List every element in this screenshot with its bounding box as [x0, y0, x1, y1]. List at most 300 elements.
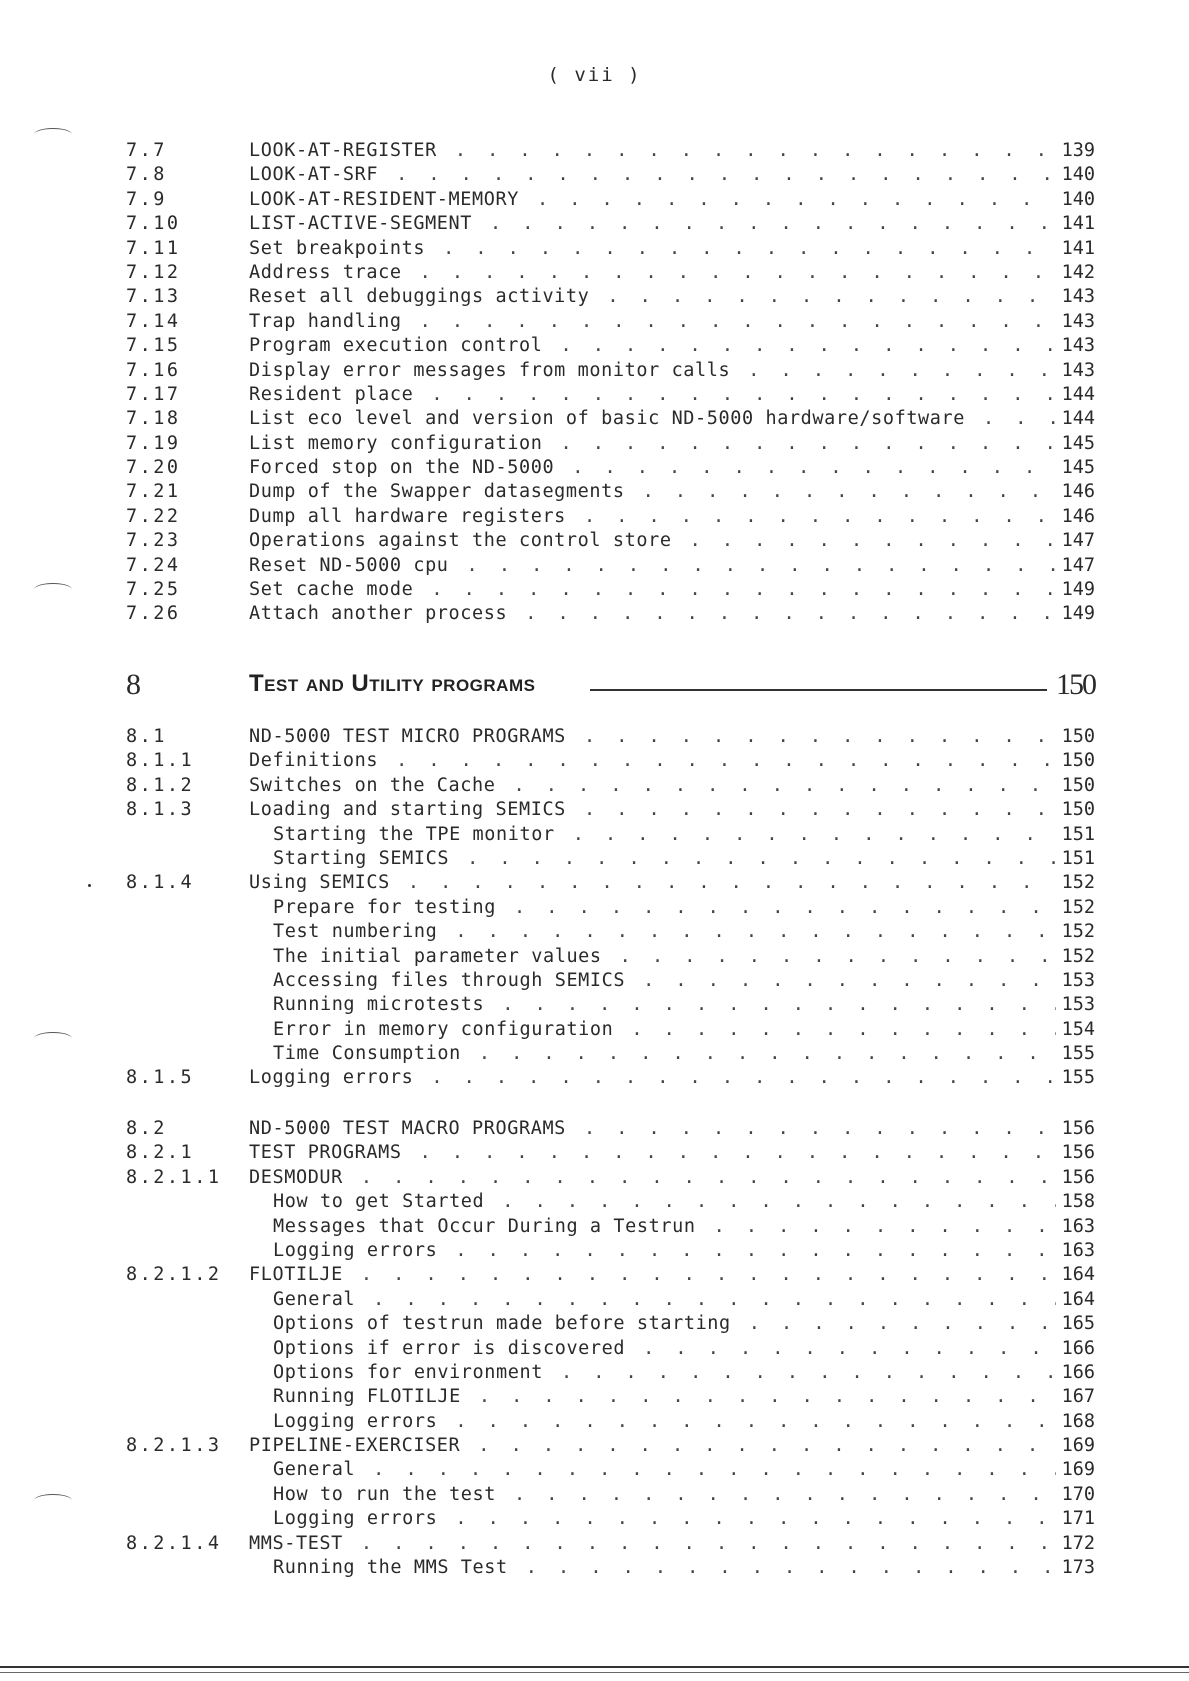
toc-entry-page: 156 — [1061, 1142, 1095, 1164]
toc-entry-page: 150 — [1061, 726, 1095, 747]
toc-entry-page: 166 — [1061, 1337, 1095, 1359]
toc-entry-title: Logging errors — [273, 1410, 438, 1432]
toc-entry-number: 8.2.1.1 — [126, 1166, 222, 1188]
toc-entry — [0, 969, 1189, 993]
dot-leader — [525, 602, 1056, 626]
toc-entry-title-cell — [273, 993, 1056, 1017]
toc-entry-number: 7.8 — [126, 164, 167, 186]
toc-entry-number: 7.16 — [126, 359, 181, 381]
toc-entry-title: Dump all hardware registers — [249, 505, 566, 527]
toc-entry — [0, 1483, 1189, 1507]
toc-entry-title: Attach another process — [249, 603, 508, 625]
dot-leader — [479, 1042, 1056, 1066]
toc-entry-title-cell — [273, 1507, 1056, 1531]
toc-entry-number: 7.26 — [126, 603, 181, 625]
toc-entry — [0, 554, 1189, 578]
toc-entry — [0, 1312, 1189, 1336]
toc-entry-title-cell — [249, 749, 1056, 773]
toc-entry-page: 150 — [1061, 750, 1095, 772]
chapter-title: Test and Utility programs — [249, 670, 536, 697]
toc-entry — [0, 1215, 1189, 1239]
toc-entry — [0, 749, 1189, 773]
toc-entry-title: Test numbering — [273, 921, 438, 943]
toc-entry-title-cell — [249, 139, 1056, 163]
toc-entry-number: 7.15 — [126, 335, 181, 357]
dot-leader — [479, 1385, 1056, 1409]
toc-entry-title-cell — [273, 1483, 1056, 1507]
toc-entry-page: 141 — [1061, 237, 1095, 259]
toc-entry-page: 167 — [1061, 1386, 1095, 1408]
dot-leader — [361, 1263, 1056, 1287]
toc-entry — [0, 1410, 1189, 1434]
toc-entry-number: 7.20 — [126, 457, 181, 479]
toc-entry-number: 7.24 — [126, 554, 181, 576]
toc-entry-title-cell — [273, 1215, 1056, 1239]
toc-entry-number: 7.25 — [126, 579, 181, 601]
toc-entry — [0, 237, 1189, 261]
toc-entry — [0, 1190, 1189, 1214]
toc-entry-page: 150 — [1061, 774, 1095, 796]
toc-entry-page: 142 — [1061, 261, 1095, 283]
toc-section-7 — [0, 139, 1189, 627]
toc-entry-page: 165 — [1061, 1313, 1095, 1335]
toc-entry-title: LOOK-AT-REGISTER — [249, 140, 437, 161]
toc-entry-title-cell — [249, 1066, 1056, 1090]
toc-entry-title-cell — [273, 896, 1056, 920]
toc-entry-title: Definitions — [249, 750, 379, 772]
toc-entry-page: 151 — [1061, 847, 1095, 869]
toc-entry-page: 171 — [1061, 1508, 1095, 1530]
toc-entry-number: 8.2.1.3 — [126, 1435, 222, 1457]
toc-entry — [0, 1042, 1189, 1066]
toc-entry-title-cell — [273, 1239, 1056, 1263]
toc-entry-number: 8.1.5 — [126, 1067, 195, 1089]
toc-entry-title-cell — [273, 1410, 1056, 1434]
toc-entry-page: 146 — [1061, 481, 1095, 503]
dot-leader — [560, 334, 1056, 358]
toc-entry-page: 155 — [1061, 1043, 1095, 1065]
toc-entry-page: 163 — [1061, 1239, 1095, 1261]
toc-entry-title: List memory configuration — [249, 432, 543, 454]
toc-entry-number: 7.14 — [126, 310, 181, 332]
dot-leader — [584, 725, 1056, 749]
toc-entry-number: 7.9 — [126, 188, 167, 210]
toc-entry-title-cell — [249, 212, 1056, 236]
toc-entry-title: General — [273, 1288, 356, 1310]
toc-entry — [0, 602, 1189, 626]
toc-entry-title-cell — [249, 383, 1056, 407]
toc-entry-page: 143 — [1061, 310, 1095, 332]
toc-entry-title-cell — [249, 1532, 1056, 1556]
toc-entry-title-cell — [249, 1141, 1056, 1165]
toc-entry — [0, 505, 1189, 529]
toc-entry-page: 147 — [1061, 554, 1095, 576]
toc-entry-page: 153 — [1061, 969, 1095, 991]
toc-entry — [0, 1458, 1189, 1482]
toc-entry-title-cell — [249, 774, 1056, 798]
toc-entry — [0, 1532, 1189, 1556]
dot-leader — [573, 823, 1056, 847]
toc-entry-page: 150 — [1061, 799, 1095, 821]
toc-entry-title: Reset ND-5000 cpu — [249, 554, 449, 576]
toc-entry-title: Messages that Occur During a Testrun — [273, 1215, 696, 1237]
toc-entry-page: 152 — [1061, 945, 1095, 967]
dot-leader — [749, 1312, 1056, 1336]
toc-entry-number: 8.2.1.4 — [126, 1532, 222, 1554]
toc-entry-title-cell — [273, 920, 1056, 944]
toc-entry-title: Accessing files through SEMICS — [273, 969, 626, 991]
toc-entry-title: LIST-ACTIVE-SEGMENT — [249, 213, 473, 235]
dot-leader — [631, 1018, 1056, 1042]
toc-entry — [0, 1434, 1189, 1458]
toc-entry-number: 8.1.3 — [126, 799, 195, 821]
toc-entry-title: Starting SEMICS — [273, 847, 450, 869]
toc-entry-number: 7.12 — [126, 261, 181, 283]
toc-entry-title: Program execution control — [249, 335, 543, 357]
dot-leader — [514, 1483, 1056, 1507]
toc-entry-title: Logging errors — [273, 1508, 438, 1530]
dot-leader — [572, 456, 1056, 480]
dot-leader — [443, 237, 1056, 261]
dot-leader — [561, 1361, 1056, 1385]
toc-entry — [0, 847, 1189, 871]
toc-entry-page: 169 — [1061, 1435, 1095, 1457]
dot-leader — [502, 1190, 1056, 1214]
toc-entry-title-cell — [249, 237, 1056, 261]
toc-entry-title: Resident place — [249, 383, 414, 405]
dot-leader — [643, 1337, 1056, 1361]
toc-entry-title-cell — [273, 1337, 1056, 1361]
dot-leader — [478, 1434, 1056, 1458]
toc-entry-title: Trap handling — [249, 310, 402, 332]
dot-leader — [514, 896, 1056, 920]
toc-entry-page: 146 — [1061, 505, 1095, 527]
toc-entry — [0, 1166, 1189, 1190]
dot-leader — [983, 407, 1056, 431]
toc-entry-title: Error in memory configuration — [273, 1018, 614, 1040]
toc-entry-title-cell — [249, 798, 1056, 822]
toc-entry-title-cell — [249, 602, 1056, 626]
toc-entry-page: 169 — [1061, 1459, 1095, 1481]
toc-entry-page: 170 — [1061, 1483, 1095, 1505]
dot-leader — [584, 798, 1056, 822]
toc-entry-title: Forced stop on the ND-5000 — [249, 457, 555, 479]
toc-entry — [0, 1361, 1189, 1385]
dot-leader — [526, 1556, 1056, 1580]
toc-entry-page: 141 — [1061, 213, 1095, 235]
dot-leader — [455, 920, 1056, 944]
dot-leader — [373, 1288, 1056, 1312]
toc-entry-page: 140 — [1061, 188, 1095, 210]
toc-entry-page: 154 — [1061, 1018, 1095, 1040]
toc-entry-number: 8.1.2 — [126, 774, 195, 796]
dot-leader — [490, 212, 1056, 236]
toc-entry-title: Switches on the Cache — [249, 774, 496, 796]
toc-entry — [0, 1263, 1189, 1287]
toc-entry-page: 139 — [1061, 140, 1095, 161]
toc-entry-title-cell — [273, 1458, 1056, 1482]
dot-leader — [361, 1532, 1056, 1556]
dot-leader — [396, 749, 1056, 773]
dot-leader — [431, 578, 1056, 602]
toc-entry-page: 144 — [1061, 383, 1095, 405]
toc-entry-title-cell — [249, 359, 1056, 383]
toc-entry — [0, 1018, 1189, 1042]
toc-entry — [0, 945, 1189, 969]
toc-entry — [0, 310, 1189, 334]
toc-entry-title-cell — [249, 529, 1056, 553]
toc-entry-title: List eco level and version of basic ND-5000 hardware/software — [249, 408, 966, 430]
toc-entry-title-cell — [249, 261, 1056, 285]
toc-entry-title-cell — [249, 334, 1056, 358]
toc-entry — [0, 823, 1189, 847]
toc-entry — [0, 383, 1189, 407]
toc-entry-page: 173 — [1061, 1557, 1095, 1579]
toc-entry-title-cell — [249, 578, 1056, 602]
toc-entry — [0, 407, 1189, 431]
toc-entry-title: Set breakpoints — [249, 237, 426, 259]
toc-entry-title: Operations against the control store — [249, 530, 672, 552]
toc-entry — [0, 920, 1189, 944]
toc-entry — [0, 578, 1189, 602]
toc-entry-page: 149 — [1061, 603, 1095, 625]
dot-leader — [502, 993, 1056, 1017]
toc-entry-number: 7.23 — [126, 530, 181, 552]
toc-entry-title-cell — [249, 554, 1056, 578]
toc-entry — [0, 1288, 1189, 1312]
toc-entry-page: 143 — [1061, 359, 1095, 381]
toc-entry — [0, 139, 1189, 163]
toc-entry-number: 7.22 — [126, 505, 181, 527]
toc-entry — [0, 456, 1189, 480]
bottom-rule-thin — [0, 1672, 1189, 1673]
dot-leader — [467, 847, 1056, 871]
toc-entry-title-cell — [249, 505, 1056, 529]
toc-entry-title: Reset all debuggings activity — [249, 286, 590, 308]
dot-leader — [514, 774, 1057, 798]
toc-entry-title: General — [273, 1459, 356, 1481]
toc-entry-page: 158 — [1061, 1191, 1095, 1213]
toc-entry — [0, 1385, 1189, 1409]
dot-leader — [467, 554, 1056, 578]
toc-entry-page: 163 — [1061, 1215, 1095, 1237]
toc-entry — [0, 993, 1189, 1017]
toc-entry-page: 144 — [1061, 408, 1095, 430]
toc-entry-page: 145 — [1061, 457, 1095, 479]
toc-entry — [0, 1556, 1189, 1580]
toc-entry-title: Dump of the Swapper datasegments — [249, 481, 625, 503]
chapter-page: 150 — [1056, 668, 1095, 701]
dot-leader — [420, 261, 1056, 285]
toc-entry — [0, 1507, 1189, 1531]
dot-leader — [455, 1239, 1056, 1263]
toc-entry-number: 8.1.1 — [126, 750, 195, 772]
page-number: ( vii ) — [547, 64, 642, 86]
toc-entry-title: How to run the test — [273, 1483, 497, 1505]
toc-entry-title: LOOK-AT-RESIDENT-MEMORY — [249, 188, 519, 210]
dot-leader — [408, 871, 1056, 895]
toc-entry — [0, 725, 1189, 749]
toc-entry-title: Address trace — [249, 261, 402, 283]
toc-entry-page: 155 — [1061, 1067, 1095, 1089]
toc-entry-title-cell — [249, 871, 1056, 895]
dot-leader — [690, 529, 1056, 553]
toc-entry-number: 7.19 — [126, 432, 181, 454]
chapter-heading — [0, 668, 1189, 708]
toc-entry — [0, 334, 1189, 358]
toc-entry-page: 143 — [1061, 335, 1095, 357]
toc-entry-title: Time Consumption — [273, 1043, 461, 1065]
toc-entry — [0, 529, 1189, 553]
dot-leader — [620, 945, 1056, 969]
toc-entry-title: FLOTILJE — [249, 1264, 343, 1286]
toc-entry-title-cell — [273, 1190, 1056, 1214]
toc-entry-number: 7.21 — [126, 481, 181, 503]
dot-leader — [420, 1141, 1056, 1165]
toc-entry-title-cell — [249, 1166, 1056, 1190]
bottom-rule — [0, 1666, 1189, 1668]
toc-entry — [0, 1117, 1189, 1141]
toc-entry-title: Using SEMICS — [249, 872, 390, 894]
toc-entry-title: PIPELINE-EXERCISER — [249, 1435, 461, 1457]
dot-leader — [431, 1066, 1056, 1090]
toc-entry-title-cell — [273, 945, 1056, 969]
toc-entry — [0, 163, 1189, 187]
toc-entry-title-cell — [249, 1263, 1056, 1287]
toc-entry-page: 156 — [1061, 1118, 1095, 1139]
toc-entry-page: 145 — [1061, 432, 1095, 454]
toc-entry — [0, 798, 1189, 822]
toc-entry-number: 8.2.1 — [126, 1142, 195, 1164]
toc-entry-title-cell — [249, 1117, 1056, 1141]
toc-entry-page: 152 — [1061, 896, 1095, 918]
toc-entry-title-cell — [273, 1042, 1056, 1066]
toc-entry-title: MMS-TEST — [249, 1532, 343, 1554]
toc-entry-title: Running the MMS Test — [273, 1557, 508, 1579]
dot-leader — [420, 310, 1056, 334]
toc-entry-page: 140 — [1061, 164, 1095, 186]
toc-entry-title: ND-5000 TEST MICRO PROGRAMS — [249, 726, 566, 747]
toc-entry-page: 164 — [1061, 1264, 1095, 1286]
toc-entry-number: 7.18 — [126, 408, 181, 430]
toc-entry-title: LOOK-AT-SRF — [249, 164, 379, 186]
toc-entry-title: Running microtests — [273, 994, 485, 1016]
toc-entry-title: Set cache mode — [249, 579, 414, 601]
toc-entry-title-cell — [273, 1018, 1056, 1042]
toc-entry — [0, 1239, 1189, 1263]
toc-entry-page: 143 — [1061, 286, 1095, 308]
toc-section-8-1 — [0, 725, 1189, 1091]
toc-entry — [0, 1141, 1189, 1165]
dot-leader — [584, 505, 1056, 529]
dot-leader — [748, 359, 1056, 383]
toc-entry-title: Starting the TPE monitor — [273, 823, 555, 845]
toc-entry-number: 8.1.4 — [126, 872, 195, 894]
toc-entry-title: How to get Started — [273, 1191, 485, 1213]
toc-entry — [0, 261, 1189, 285]
toc-entry-title-cell — [249, 285, 1056, 309]
toc-entry-number: 8.2.1.2 — [126, 1264, 222, 1286]
toc-entry-title-cell — [273, 823, 1056, 847]
toc-entry-title-cell — [273, 1556, 1056, 1580]
toc-entry-number: 8.2 — [126, 1118, 167, 1139]
toc-entry-number: 8.1 — [126, 726, 167, 747]
toc-entry-number: 7.10 — [126, 213, 181, 235]
toc-entry-page: 152 — [1061, 872, 1095, 894]
dot-leader — [431, 383, 1056, 407]
toc-entry — [0, 1066, 1189, 1090]
toc-entry-title-cell — [249, 456, 1056, 480]
toc-entry-title: ND-5000 TEST MACRO PROGRAMS — [249, 1118, 566, 1139]
toc-entry-number: 7.13 — [126, 286, 181, 308]
toc-entry-title: Logging errors — [249, 1067, 414, 1089]
toc-entry-page: 149 — [1061, 579, 1095, 601]
dot-leader — [537, 188, 1056, 212]
toc-entry-title-cell — [249, 725, 1056, 749]
toc-entry-title-cell — [249, 310, 1056, 334]
toc-entry — [0, 1337, 1189, 1361]
toc-entry — [0, 188, 1189, 212]
toc-entry-title: Display error messages from monitor calls — [249, 359, 731, 381]
toc-entry — [0, 285, 1189, 309]
toc-entry-title: Loading and starting SEMICS — [249, 799, 566, 821]
toc-entry — [0, 432, 1189, 456]
toc-entry-title-cell — [249, 407, 1056, 431]
dot-leader — [361, 1166, 1056, 1190]
toc-entry-title: Running FLOTILJE — [273, 1386, 461, 1408]
toc-section-8-2 — [0, 1117, 1189, 1580]
toc-entry-title: Options for environment — [273, 1361, 543, 1383]
toc-entry-page: 147 — [1061, 530, 1095, 552]
toc-entry-title: The initial parameter values — [273, 945, 602, 967]
toc-entry — [0, 774, 1189, 798]
toc-entry — [0, 359, 1189, 383]
toc-entry-page: 156 — [1061, 1166, 1095, 1188]
toc-entry-title: DESMODUR — [249, 1166, 343, 1188]
chapter-rule — [590, 689, 1047, 691]
toc-entry-page: 172 — [1061, 1532, 1095, 1554]
toc-entry-title: TEST PROGRAMS — [249, 1142, 402, 1164]
toc-entry-number: 7.11 — [126, 237, 181, 259]
dot-leader — [643, 480, 1056, 504]
dot-leader — [396, 163, 1056, 187]
toc-entry-title-cell — [249, 480, 1056, 504]
toc-entry-title-cell — [273, 969, 1056, 993]
toc-entry-page: 152 — [1061, 921, 1095, 943]
toc-entry-title: Prepare for testing — [273, 896, 497, 918]
toc-entry-page: 151 — [1061, 823, 1095, 845]
chapter-number: 8 — [126, 668, 141, 701]
toc-entry-title: Options if error is discovered — [273, 1337, 626, 1359]
dot-leader — [455, 1507, 1056, 1531]
toc-entry-title-cell — [249, 1434, 1056, 1458]
toc-entry-title-cell — [273, 1385, 1056, 1409]
toc-entry-title-cell — [249, 432, 1056, 456]
toc-entry — [0, 480, 1189, 504]
toc-entry-page: 164 — [1061, 1288, 1095, 1310]
dot-leader — [373, 1458, 1056, 1482]
dot-leader — [643, 969, 1056, 993]
toc-entry-title-cell — [273, 1288, 1056, 1312]
dot-leader — [455, 139, 1056, 163]
toc-entry-title-cell — [249, 163, 1056, 187]
toc-entry — [0, 871, 1189, 895]
toc-entry-number: 7.7 — [126, 140, 167, 161]
toc-entry — [0, 896, 1189, 920]
toc-entry-title-cell — [273, 847, 1056, 871]
toc-entry-title: Options of testrun made before starting — [273, 1313, 731, 1335]
toc-entry-title: Logging errors — [273, 1239, 438, 1261]
